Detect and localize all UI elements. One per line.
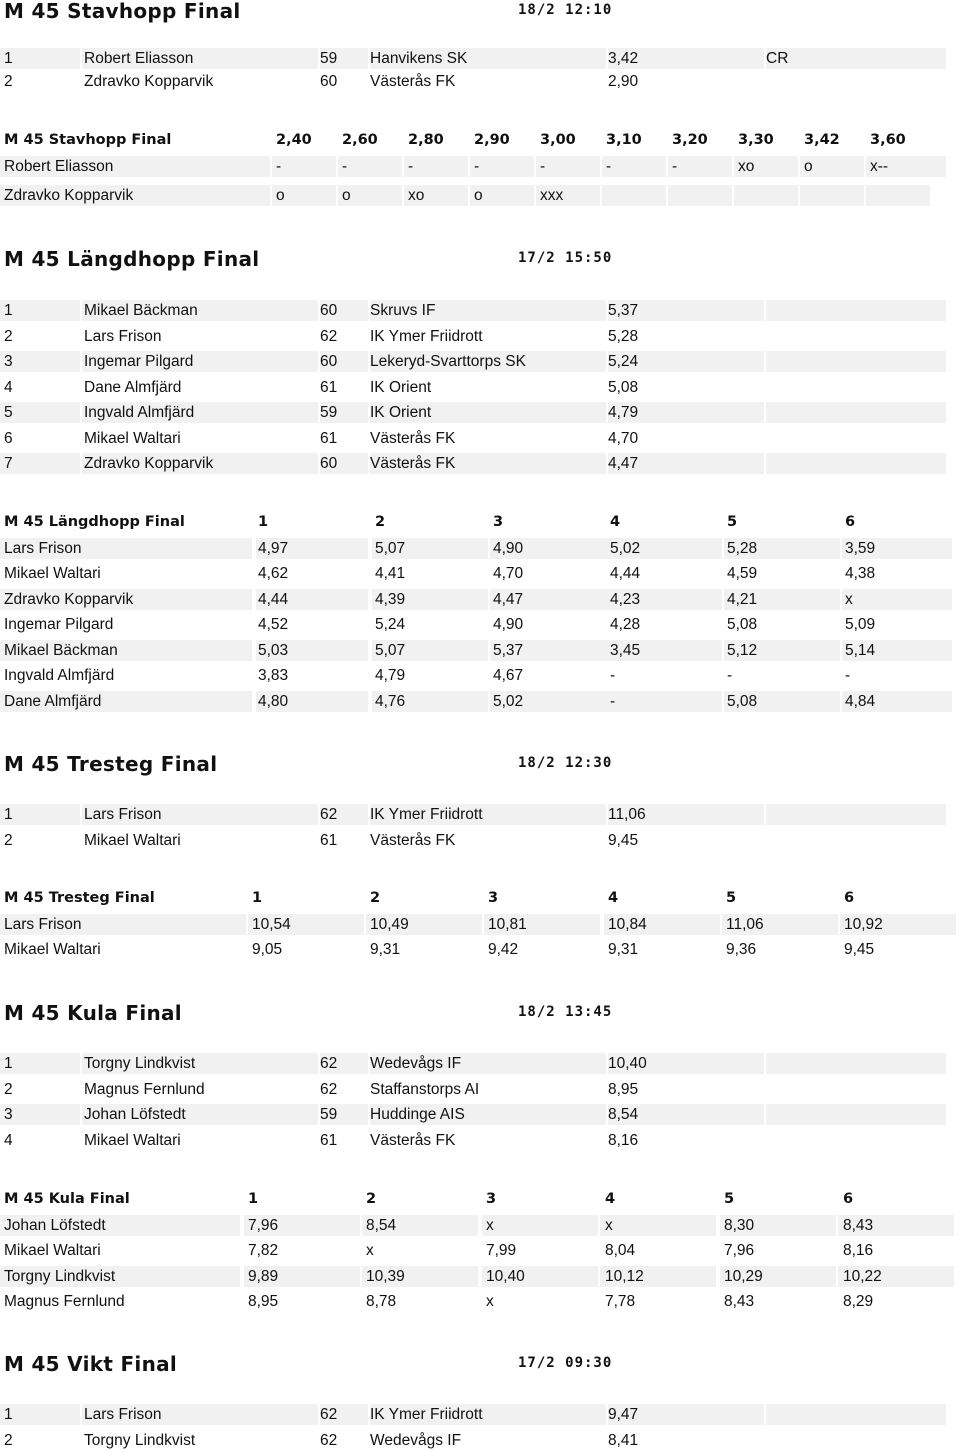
attempt-cell: 5,03	[258, 641, 289, 659]
event-title: M 45 Tresteg Final	[4, 752, 218, 776]
club-cell: Huddinge AIS	[370, 1106, 465, 1123]
detail-header-event: M 45 Stavhopp Final	[4, 132, 172, 148]
detail-header-event: M 45 Kula Final	[4, 1191, 130, 1207]
attempt-cell: 4,76	[375, 692, 406, 710]
result-cell: 8,54	[608, 1106, 639, 1123]
attempt-cell: 4,70	[493, 565, 524, 582]
result-cell: 4,47	[608, 455, 639, 472]
birth-year-cell: 62	[320, 1406, 338, 1423]
attempt-cell: 4,23	[610, 590, 641, 608]
result-cell: 5,28	[608, 327, 639, 345]
attempt-cell: 10,81	[488, 915, 527, 933]
detail-athlete-name: Lars Frison	[4, 539, 82, 557]
athlete-name-cell: Magnus Fernlund	[84, 1080, 205, 1098]
detail-header-col: 5	[727, 514, 738, 530]
attempt-cell: x	[486, 1216, 494, 1234]
attempt-cell: 10,54	[252, 915, 291, 933]
birth-year-cell: 59	[320, 404, 338, 421]
detail-header-col: 1	[248, 1191, 259, 1207]
club-cell: IK Orient	[370, 404, 432, 421]
birth-year-cell: 62	[320, 1055, 338, 1072]
birth-year-cell: 59	[320, 1106, 338, 1123]
detail-header-col: 6	[843, 1191, 854, 1207]
athlete-name-cell: Lars Frison	[84, 327, 162, 345]
attempt-cell: 4,28	[610, 616, 641, 633]
athlete-name-cell: Mikael Waltari	[84, 429, 181, 447]
place-cell: 1	[4, 1406, 13, 1423]
attempt-cell: 8,78	[366, 1293, 397, 1310]
row-shade	[602, 156, 666, 177]
club-cell: Västerås FK	[370, 1131, 456, 1149]
detail-header-col: 3,20	[672, 132, 708, 148]
attempt-cell: 4,39	[375, 590, 406, 608]
attempt-cell: 8,43	[724, 1293, 755, 1310]
detail-athlete-name: Zdravko Kopparvik	[4, 590, 134, 608]
detail-header-col: 4	[610, 514, 621, 530]
attempt-cell: o	[342, 187, 351, 204]
birth-year-cell: 60	[320, 455, 338, 472]
detail-header-col: 3,30	[738, 132, 774, 148]
attempt-cell: 9,31	[608, 941, 639, 958]
birth-year-cell: 59	[320, 50, 338, 67]
result-cell: 8,95	[608, 1080, 639, 1098]
attempt-cell: 9,31	[370, 941, 401, 958]
attempt-cell: 4,90	[493, 539, 524, 557]
club-cell: IK Orient	[370, 378, 432, 396]
attempt-cell: 7,99	[486, 1242, 517, 1259]
club-cell: IK Ymer Friidrott	[370, 327, 483, 345]
detail-header-col: 1	[258, 514, 269, 530]
place-cell: 7	[4, 455, 13, 472]
place-cell: 4	[4, 378, 13, 396]
attempt-cell: 5,37	[493, 641, 524, 659]
place-cell: 2	[4, 73, 13, 90]
detail-header-event: M 45 Tresteg Final	[4, 890, 155, 906]
row-shade	[668, 156, 732, 177]
place-cell: 2	[4, 1431, 13, 1449]
attempt-cell: x	[845, 590, 853, 608]
club-cell: Västerås FK	[370, 831, 456, 849]
result-cell: 5,08	[608, 378, 639, 396]
athlete-name-cell: Zdravko Kopparvik	[84, 455, 214, 472]
result-cell: 9,47	[608, 1406, 639, 1423]
birth-year-cell: 61	[320, 429, 338, 447]
result-cell: 9,45	[608, 831, 639, 849]
row-shade	[602, 185, 666, 206]
attempt-cell: 4,59	[727, 565, 758, 582]
row-shade	[800, 185, 864, 206]
result-cell: 5,37	[608, 302, 639, 319]
result-cell: 4,70	[608, 429, 639, 447]
attempt-cell: 5,07	[375, 539, 406, 557]
attempt-cell: 5,24	[375, 616, 406, 633]
detail-header-col: 2	[370, 890, 381, 906]
result-cell: 3,42	[608, 50, 639, 67]
attempt-cell: 4,38	[845, 565, 876, 582]
attempt-cell: 4,79	[375, 667, 406, 684]
attempt-cell: 8,30	[724, 1216, 755, 1234]
row-shade	[404, 156, 468, 177]
event-title: M 45 Längdhopp Final	[4, 247, 260, 271]
club-cell: Västerås FK	[370, 455, 456, 472]
attempt-cell: 4,41	[375, 565, 406, 582]
detail-header-event: M 45 Längdhopp Final	[4, 514, 185, 530]
place-cell: 2	[4, 327, 13, 345]
athlete-name-cell: Dane Almfjärd	[84, 378, 182, 396]
detail-header-col: 3	[493, 514, 504, 530]
detail-athlete-name: Johan Löfstedt	[4, 1216, 106, 1234]
athlete-name-cell: Zdravko Kopparvik	[84, 73, 214, 90]
event-datetime: 18/2 12:10	[518, 2, 613, 18]
detail-header-col: 2,90	[474, 132, 510, 148]
attempt-cell: 8,95	[248, 1293, 279, 1310]
detail-header-col: 3,60	[870, 132, 906, 148]
athlete-name-cell: Mikael Waltari	[84, 831, 181, 849]
birth-year-cell: 62	[320, 327, 338, 345]
athlete-name-cell: Lars Frison	[84, 806, 162, 823]
attempt-cell: x	[366, 1242, 374, 1259]
attempt-cell: 10,92	[844, 915, 883, 933]
attempt-cell: 4,84	[845, 692, 876, 710]
row-shade	[766, 351, 946, 372]
detail-athlete-name: Dane Almfjärd	[4, 692, 102, 710]
detail-header-col: 2	[375, 514, 386, 530]
event-title: M 45 Vikt Final	[4, 1352, 178, 1376]
result-cell: 5,24	[608, 353, 639, 370]
event-datetime: 18/2 12:30	[518, 755, 613, 771]
row-shade	[766, 300, 946, 321]
result-cell: 4,79	[608, 404, 639, 421]
attempt-cell: o	[276, 187, 285, 204]
athlete-name-cell: Johan Löfstedt	[84, 1106, 186, 1123]
attempt-cell: 10,12	[605, 1267, 644, 1285]
row-shade	[734, 185, 798, 206]
row-shade	[866, 185, 930, 206]
detail-header-col: 3,00	[540, 132, 576, 148]
detail-header-col: 2	[366, 1191, 377, 1207]
athlete-name-cell: Mikael Bäckman	[84, 302, 198, 319]
event-title: M 45 Kula Final	[4, 1001, 182, 1025]
birth-year-cell: 62	[320, 1080, 338, 1098]
attempt-cell: -	[610, 667, 616, 684]
birth-year-cell: 60	[320, 302, 338, 319]
attempt-cell: -	[342, 158, 348, 175]
club-cell: Lekeryd-Svarttorps SK	[370, 353, 526, 370]
club-cell: Wedevågs IF	[370, 1055, 462, 1072]
club-cell: Skruvs IF	[370, 302, 436, 319]
place-cell: 3	[4, 1106, 13, 1123]
detail-header-col: 3,10	[606, 132, 642, 148]
birth-year-cell: 60	[320, 353, 338, 370]
attempt-cell: o	[804, 158, 813, 175]
row-shade	[668, 185, 732, 206]
note-cell: CR	[766, 50, 789, 67]
row-shade	[766, 453, 946, 474]
detail-header-col: 3,42	[804, 132, 840, 148]
attempt-cell: 8,54	[366, 1216, 397, 1234]
attempt-cell: 9,05	[252, 941, 283, 958]
attempt-cell: 9,36	[726, 941, 757, 958]
detail-header-col: 6	[844, 890, 855, 906]
attempt-cell: 8,29	[843, 1293, 874, 1310]
birth-year-cell: 61	[320, 831, 338, 849]
attempt-cell: 5,14	[845, 641, 876, 659]
attempt-cell: 7,78	[605, 1293, 636, 1310]
attempt-cell: 4,90	[493, 616, 524, 633]
attempt-cell: 4,97	[258, 539, 289, 557]
attempt-cell: x--	[870, 158, 889, 175]
place-cell: 2	[4, 831, 13, 849]
attempt-cell: 4,44	[258, 590, 289, 608]
attempt-cell: 7,96	[724, 1242, 755, 1259]
attempt-cell: -	[276, 158, 282, 175]
detail-athlete-name: Mikael Waltari	[4, 1242, 101, 1259]
result-cell: 8,41	[608, 1431, 639, 1449]
attempt-cell: 10,22	[843, 1267, 882, 1285]
row-shade	[482, 1215, 598, 1236]
detail-athlete-name: Ingemar Pilgard	[4, 616, 114, 633]
result-cell: 10,40	[608, 1055, 647, 1072]
row-shade	[766, 402, 946, 423]
attempt-cell: -	[540, 158, 546, 175]
attempt-cell: 4,47	[493, 590, 524, 608]
row-shade	[766, 1404, 946, 1425]
event-datetime: 17/2 15:50	[518, 250, 613, 266]
attempt-cell: 3,45	[610, 641, 641, 659]
detail-header-col: 3	[486, 1191, 497, 1207]
detail-athlete-name: Torgny Lindkvist	[4, 1267, 116, 1285]
row-shade	[766, 804, 946, 825]
detail-athlete-name: Robert Eliasson	[4, 158, 114, 175]
detail-athlete-name: Zdravko Kopparvik	[4, 187, 134, 204]
place-cell: 2	[4, 1080, 13, 1098]
detail-header-col: 4	[608, 890, 619, 906]
attempt-cell: 5,12	[727, 641, 758, 659]
detail-athlete-name: Lars Frison	[4, 915, 82, 933]
attempt-cell: 8,04	[605, 1242, 636, 1259]
event-title: M 45 Stavhopp Final	[4, 0, 241, 23]
attempt-cell: 9,42	[488, 941, 519, 958]
birth-year-cell: 61	[320, 1131, 338, 1149]
attempt-cell: -	[610, 692, 616, 710]
detail-header-col: 2,60	[342, 132, 378, 148]
attempt-cell: 3,59	[845, 539, 876, 557]
row-shade	[766, 48, 946, 69]
attempt-cell: -	[845, 667, 851, 684]
athlete-name-cell: Robert Eliasson	[84, 50, 194, 67]
place-cell: 1	[4, 1055, 13, 1072]
row-shade	[842, 589, 952, 610]
attempt-cell: 4,44	[610, 565, 641, 582]
athlete-name-cell: Mikael Waltari	[84, 1131, 181, 1149]
place-cell: 4	[4, 1131, 13, 1149]
attempt-cell: 4,52	[258, 616, 289, 633]
club-cell: Hanvikens SK	[370, 50, 468, 67]
attempt-cell: 10,40	[486, 1267, 525, 1285]
attempt-cell: 10,29	[724, 1267, 763, 1285]
result-cell: 8,16	[608, 1131, 639, 1149]
attempt-cell: o	[474, 187, 483, 204]
attempt-cell: 5,02	[493, 692, 524, 710]
club-cell: Staffanstorps AI	[370, 1080, 480, 1098]
attempt-cell: 3,83	[258, 667, 289, 684]
attempt-cell: 10,39	[366, 1267, 405, 1285]
attempt-cell: 5,28	[727, 539, 758, 557]
result-cell: 11,06	[608, 806, 646, 823]
attempt-cell: 11,06	[726, 915, 764, 933]
attempt-cell: -	[672, 158, 678, 175]
birth-year-cell: 62	[320, 806, 338, 823]
detail-header-col: 6	[845, 514, 856, 530]
row-shade	[600, 1215, 716, 1236]
detail-athlete-name: Magnus Fernlund	[4, 1293, 125, 1310]
club-cell: IK Ymer Friidrott	[370, 806, 483, 823]
detail-header-col: 4	[605, 1191, 616, 1207]
row-shade	[470, 156, 534, 177]
attempt-cell: -	[727, 667, 733, 684]
attempt-cell: 4,67	[493, 667, 524, 684]
detail-header-col: 2,40	[276, 132, 312, 148]
row-shade	[766, 1104, 946, 1125]
detail-athlete-name: Mikael Waltari	[4, 941, 101, 958]
place-cell: 3	[4, 353, 13, 370]
attempt-cell: -	[606, 158, 612, 175]
birth-year-cell: 62	[320, 1431, 338, 1449]
attempt-cell: 4,80	[258, 692, 289, 710]
row-shade	[338, 156, 402, 177]
result-cell: 2,90	[608, 73, 639, 90]
attempt-cell: xo	[738, 158, 755, 175]
attempt-cell: x	[486, 1293, 494, 1310]
club-cell: Västerås FK	[370, 429, 456, 447]
detail-athlete-name: Mikael Bäckman	[4, 641, 118, 659]
row-shade	[606, 691, 722, 712]
row-shade	[766, 1053, 946, 1074]
club-cell: IK Ymer Friidrott	[370, 1406, 483, 1423]
attempt-cell: 8,16	[843, 1242, 874, 1259]
place-cell: 1	[4, 302, 13, 319]
attempt-cell: 7,96	[248, 1216, 279, 1234]
athlete-name-cell: Ingvald Almfjärd	[84, 404, 195, 421]
event-datetime: 18/2 13:45	[518, 1004, 613, 1020]
attempt-cell: xo	[408, 187, 425, 204]
attempt-cell: -	[408, 158, 414, 175]
row-shade	[536, 156, 600, 177]
row-shade	[272, 156, 336, 177]
attempt-cell: 5,02	[610, 539, 641, 557]
attempt-cell: -	[474, 158, 480, 175]
detail-header-col: 2,80	[408, 132, 444, 148]
place-cell: 1	[4, 50, 13, 67]
attempt-cell: 10,49	[370, 915, 409, 933]
attempt-cell: 5,08	[727, 692, 758, 710]
attempt-cell: 10,84	[608, 915, 647, 933]
attempt-cell: 5,09	[845, 616, 876, 633]
athlete-name-cell: Torgny Lindkvist	[84, 1055, 196, 1072]
athlete-name-cell: Ingemar Pilgard	[84, 353, 194, 370]
attempt-cell: xxx	[540, 187, 564, 204]
athlete-name-cell: Lars Frison	[84, 1406, 162, 1423]
detail-header-col: 5	[726, 890, 737, 906]
detail-header-col: 3	[488, 890, 499, 906]
detail-header-col: 5	[724, 1191, 735, 1207]
attempt-cell: 4,62	[258, 565, 289, 582]
club-cell: Wedevågs IF	[370, 1431, 462, 1449]
detail-athlete-name: Mikael Waltari	[4, 565, 101, 582]
attempt-cell: 9,89	[248, 1267, 279, 1285]
event-datetime: 17/2 09:30	[518, 1355, 613, 1371]
athlete-name-cell: Torgny Lindkvist	[84, 1431, 196, 1449]
club-cell: Västerås FK	[370, 73, 456, 90]
detail-header-col: 1	[252, 890, 263, 906]
place-cell: 5	[4, 404, 13, 421]
attempt-cell: 5,07	[375, 641, 406, 659]
attempt-cell: 8,43	[843, 1216, 874, 1234]
birth-year-cell: 61	[320, 378, 338, 396]
place-cell: 1	[4, 806, 13, 823]
place-cell: 6	[4, 429, 13, 447]
attempt-cell: x	[605, 1216, 613, 1234]
birth-year-cell: 60	[320, 73, 338, 90]
attempt-cell: 7,82	[248, 1242, 279, 1259]
detail-athlete-name: Ingvald Almfjärd	[4, 667, 115, 684]
attempt-cell: 9,45	[844, 941, 875, 958]
attempt-cell: 5,08	[727, 616, 758, 633]
attempt-cell: 4,21	[727, 590, 758, 608]
